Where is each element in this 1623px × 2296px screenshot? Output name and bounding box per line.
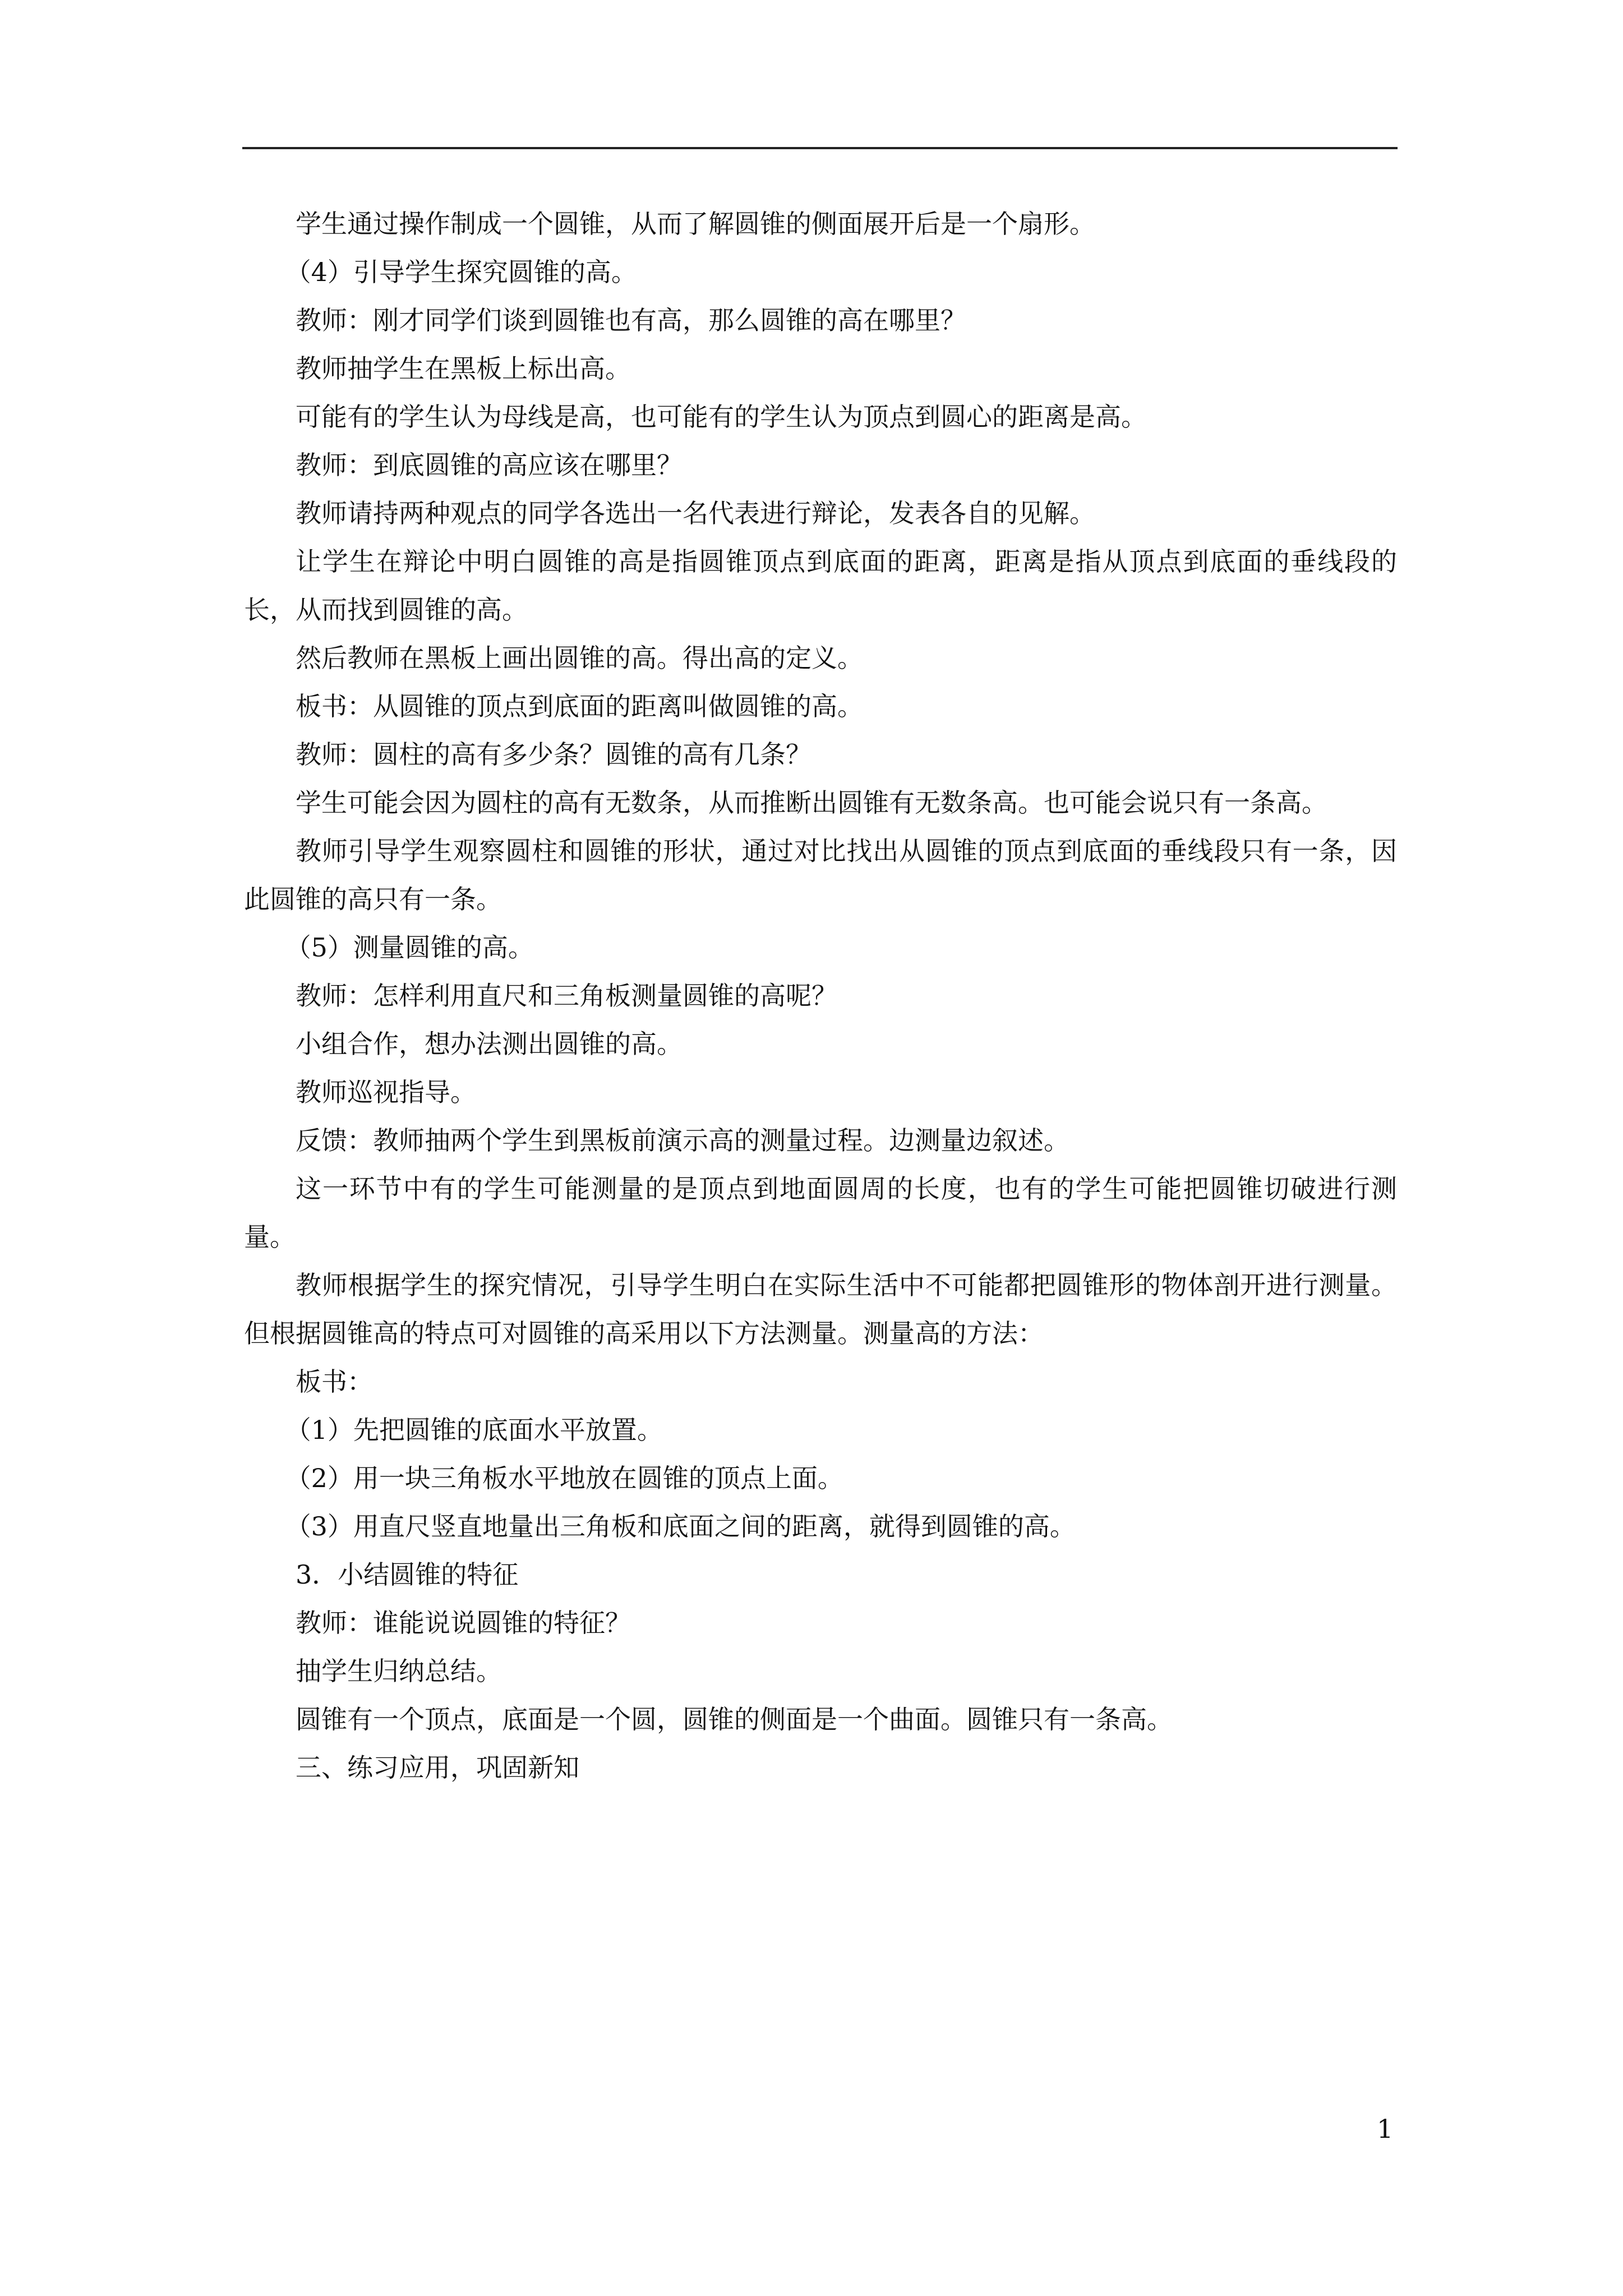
paragraph: （1）先把圆锥的底面水平放置。	[285, 1415, 663, 1445]
paragraph: 反馈：教师抽两个学生到黑板前演示高的测量过程。边测量边叙述。	[296, 1125, 1069, 1156]
paragraph: 教师：到底圆锥的高应该在哪里？	[296, 450, 683, 480]
paragraph: （2）用一块三角板水平地放在圆锥的顶点上面。	[285, 1463, 843, 1493]
paragraph: 让学生在辩论中明白圆锥的高是指圆锥顶点到底面的距离，距离是指从顶点到底面的垂线段的长，从而找到圆锥的高。	[244, 546, 1397, 625]
paragraph: 三、练习应用，巩固新知	[296, 1752, 579, 1783]
page-number: 1	[1377, 2114, 1394, 2144]
paragraph: （4）引导学生探究圆锥的高。	[285, 257, 637, 287]
paragraph: 板书：从圆锥的顶点到底面的距离叫做圆锥的高。	[296, 691, 863, 721]
paragraph: 3．小结圆锥的特征	[296, 1559, 519, 1590]
paragraph: 抽学生归纳总结。	[296, 1656, 502, 1686]
paragraph: 教师：刚才同学们谈到圆锥也有高，那么圆锥的高在哪里？	[296, 305, 966, 335]
paragraph: 教师巡视指导。	[296, 1077, 476, 1107]
paragraph: 圆锥有一个顶点，底面是一个圆，圆锥的侧面是一个曲面。圆锥只有一条高。	[296, 1704, 1173, 1734]
paragraph: 教师：圆柱的高有多少条？圆锥的高有几条？	[296, 739, 811, 770]
paragraph: 教师抽学生在黑板上标出高。	[296, 353, 631, 384]
paragraph: 教师请持两种观点的同学各选出一名代表进行辩论，发表各自的见解。	[296, 498, 1095, 528]
paragraph: （5）测量圆锥的高。	[285, 932, 534, 963]
document-body	[244, 200, 1397, 1792]
paragraph: 教师引导学生观察圆柱和圆锥的形状，通过对比找出从圆锥的顶点到底面的垂线段只有一条，因此圆锥的高只有一条。	[244, 836, 1397, 914]
paragraph: 教师：谁能说说圆锥的特征？	[296, 1608, 631, 1638]
paragraph: 学生可能会因为圆柱的高有无数条，从而推断出圆锥有无数条高。也可能会说只有一条高。	[296, 788, 1327, 818]
paragraph: （3）用直尺竖直地量出三角板和底面之间的距离，就得到圆锥的高。	[285, 1511, 1076, 1542]
paragraph: 这一环节中有的学生可能测量的是顶点到地面圆周的长度，也有的学生可能把圆锥切破进行测量。	[244, 1174, 1397, 1252]
paragraph: 板书：	[296, 1366, 373, 1397]
paragraph: 学生通过操作制成一个圆锥，从而了解圆锥的侧面展开后是一个扇形。	[296, 209, 1095, 239]
paragraph: 教师：怎样利用直尺和三角板测量圆锥的高呢？	[296, 981, 837, 1011]
paragraph: 教师根据学生的探究情况，引导学生明白在实际生活中不可能都把圆锥形的物体剖开进行测量。但根据圆锥高的特点可对圆锥的高采用以下方法测量。测量高的方法：	[244, 1270, 1397, 1349]
header-rule	[242, 147, 1398, 149]
paragraph: 小组合作，想办法测出圆锥的高。	[296, 1029, 683, 1059]
paragraph: 然后教师在黑板上画出圆锥的高。得出高的定义。	[296, 643, 863, 673]
paragraph: 可能有的学生认为母线是高，也可能有的学生认为顶点到圆心的距离是高。	[296, 402, 1147, 432]
